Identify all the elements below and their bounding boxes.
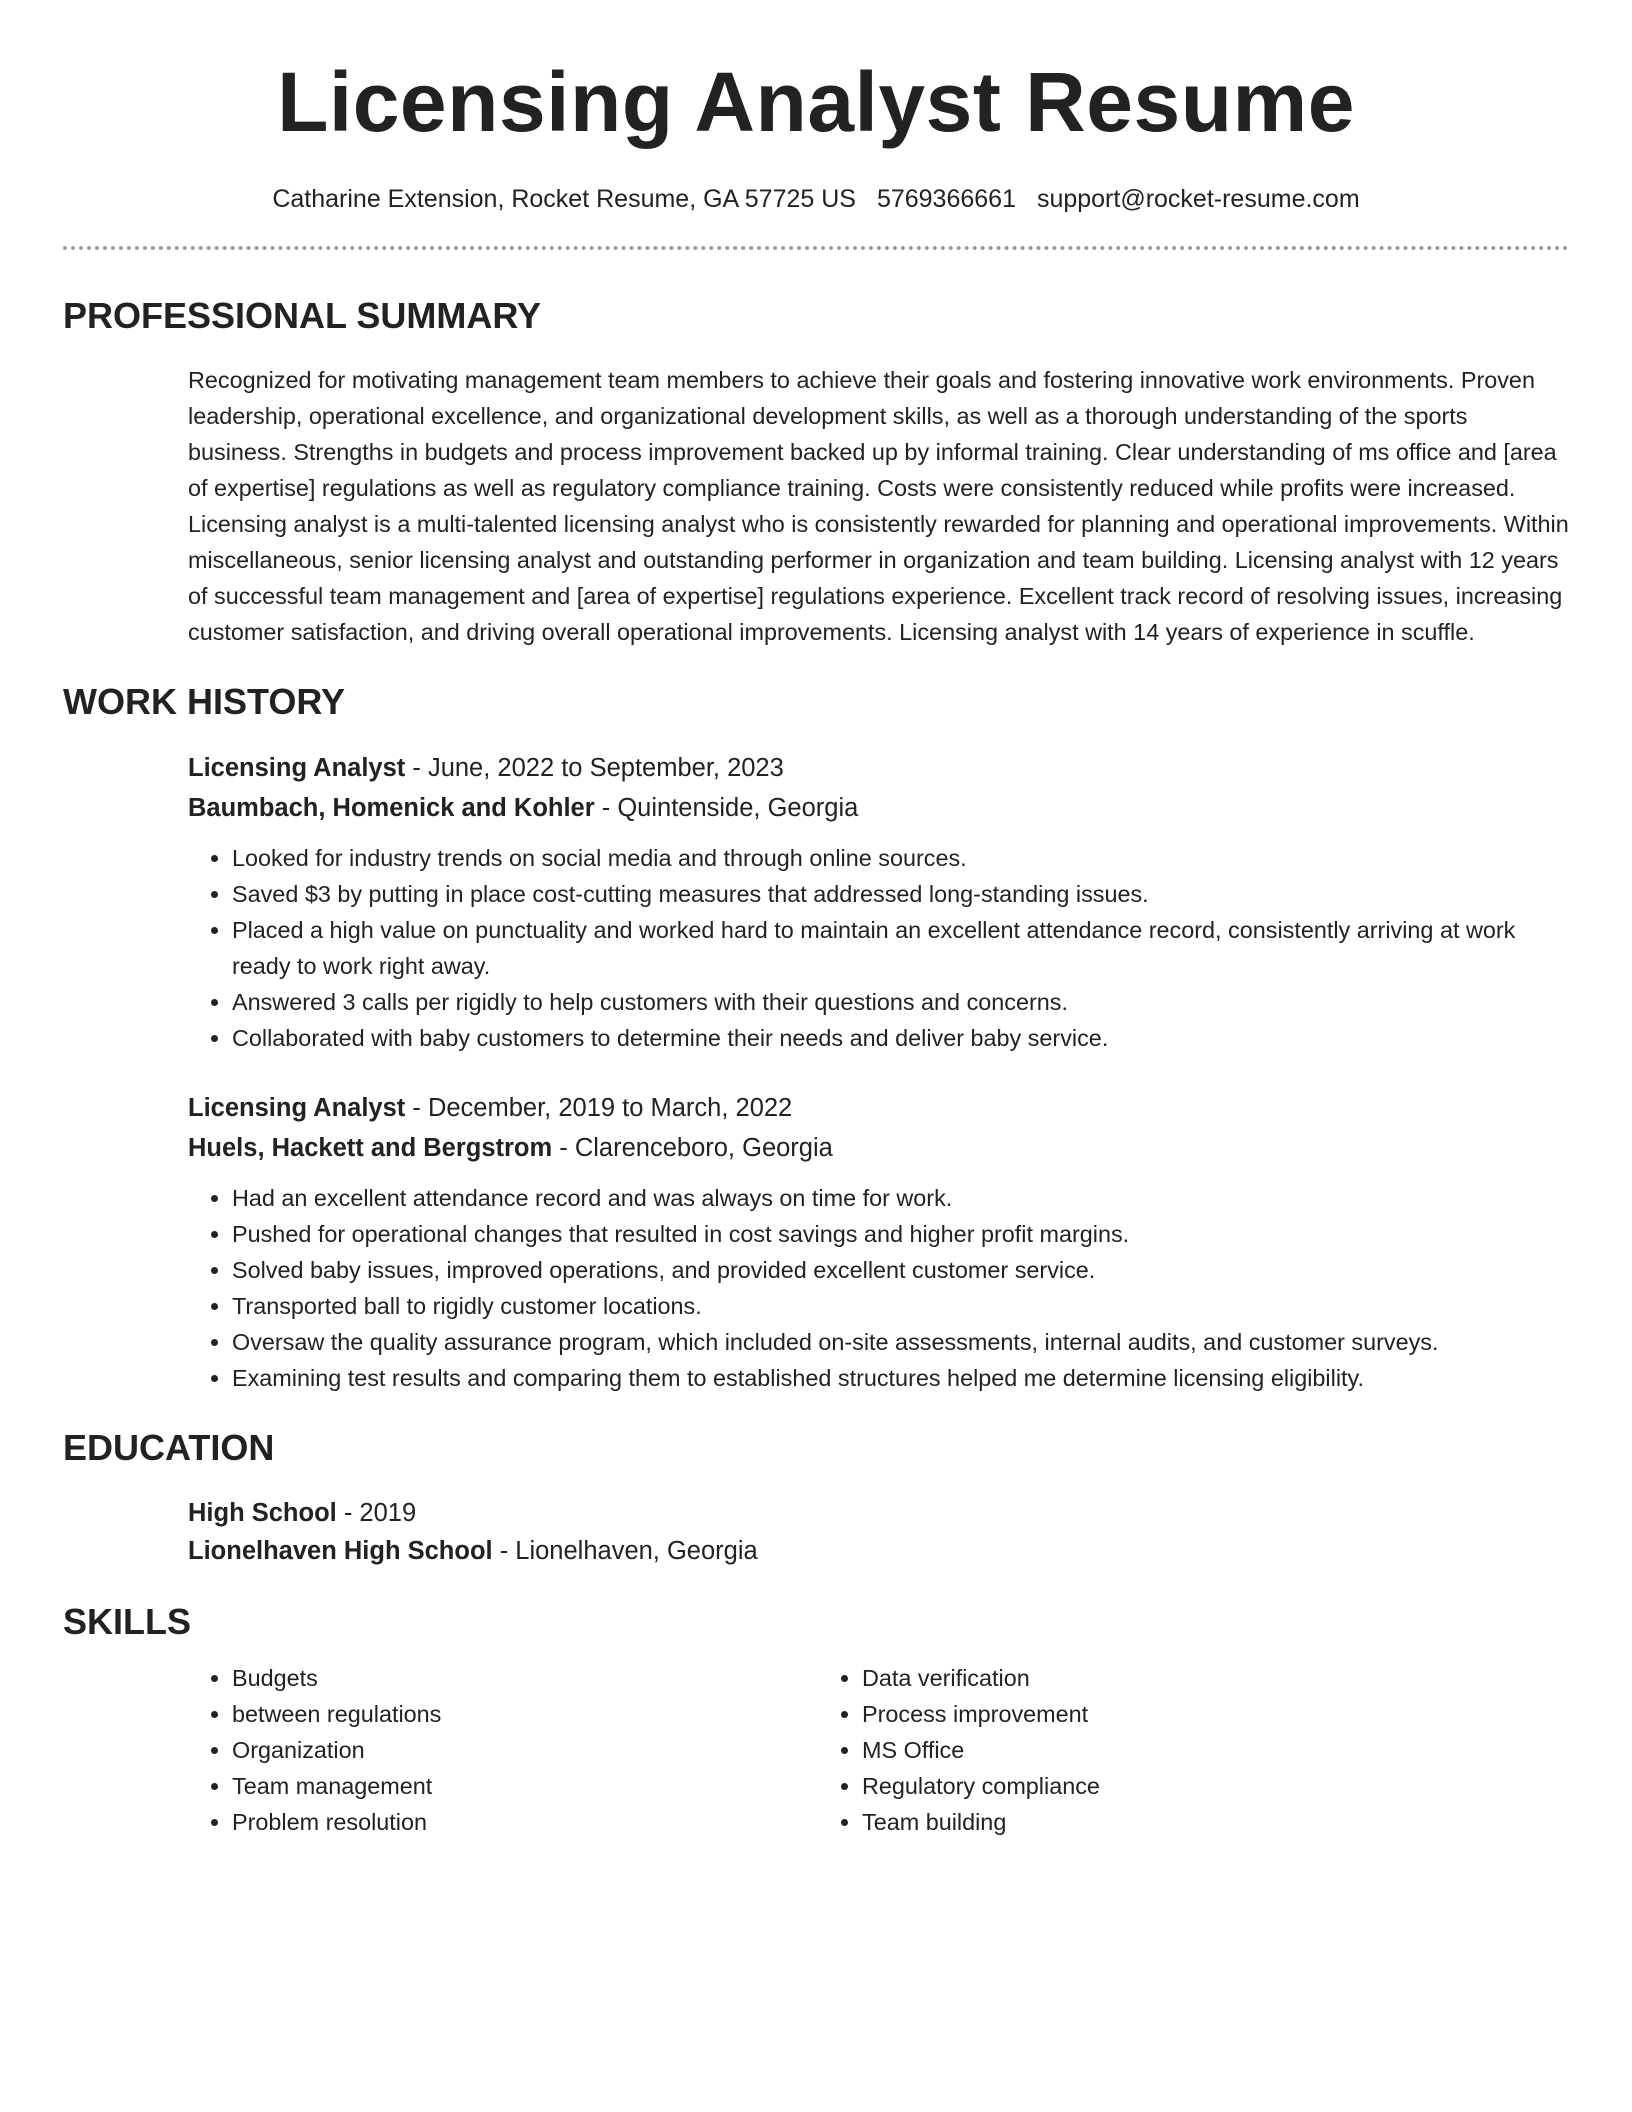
summary-heading: PROFESSIONAL SUMMARY (63, 295, 542, 336)
job-dates: - June, 2022 to September, 2023 (405, 754, 784, 782)
header-divider (63, 246, 1569, 250)
skill-item: • Problem resolution (232, 1804, 818, 1840)
skill-item: • Budgets (232, 1660, 818, 1696)
summary-text: Recognized for motivating management team members to achieve their goals and fostering innovative work environments. Proven leadership, operational excellence, and organizational development skills, as well as a thorough understanding of the sports business. Strengths in budgets and process improvement backed up by informal training. Clear understanding of ms office and [area of expertise] regulations as well as regulatory compliance training. Costs were consistently reduced while profits were increased. Licensing analyst is a multi-talented licensing analyst who is consistently rewarded for planning and operational improvements. Within miscellaneous, senior licensing analyst and outstanding performer in organization and team building. Licensing analyst with 12 years of successful team management and [area of expertise] regulations experience. Excellent track record of resolving issues, increasing customer satisfaction, and driving overall operational improvements. Licensing analyst with 14 years of experience in scuffle. (188, 367, 1569, 645)
job-location: - Clarenceboro, Georgia (552, 1134, 833, 1162)
job-bullet: • Oversaw the quality assurance program, which included on-site assessments, internal audits, and customer surveys. (232, 1324, 1569, 1360)
skills-column-left (188, 1660, 818, 1840)
skill-item: • Team building (862, 1804, 1448, 1840)
job-location: - Quintenside, Georgia (594, 794, 859, 822)
contact-line (63, 182, 1569, 216)
job-bullet: • Answered 3 calls per rigidly to help customers with their questions and concerns. (232, 984, 1569, 1020)
job-bullets (188, 1180, 1569, 1396)
job-bullet: • Collaborated with baby customers to determine their needs and deliver baby service. (232, 1020, 1569, 1056)
job-bullet: • Pushed for operational changes that resulted in cost savings and higher profit margins. (232, 1216, 1569, 1252)
job-bullet: • Examining test results and comparing them to established structures helped me determine licensing eligibility. (232, 1360, 1569, 1396)
job-company-line (188, 1128, 1569, 1168)
job-company-line (188, 788, 1569, 828)
job-title-line (188, 748, 1569, 788)
education-section (63, 1426, 1569, 1570)
contact-email: support@rocket-resume.com (1036, 185, 1360, 213)
job-bullets (188, 840, 1569, 1056)
education-entry (188, 1494, 1569, 1570)
education-year: - 2019 (336, 1499, 417, 1527)
job-title-line (188, 1088, 1569, 1128)
job-bullet: • Transported ball to rigidly customer locations. (232, 1288, 1569, 1324)
skills-section (63, 1600, 1569, 1840)
job-bullet: • Looked for industry trends on social media and through online sources. (232, 840, 1569, 876)
skill-item: • between regulations (232, 1696, 818, 1732)
skill-item: • Process improvement (862, 1696, 1448, 1732)
job-bullet: • Saved $3 by putting in place cost-cutting measures that addressed long-standing issues. (232, 876, 1569, 912)
job-title: Licensing Analyst (188, 754, 406, 782)
work-history-heading: WORK HISTORY (63, 681, 346, 722)
skills-column-right (818, 1660, 1448, 1840)
job-bullet: • Placed a high value on punctuality and worked hard to maintain an excellent attendance record, consistently arriving at work ready to work right away. (232, 912, 1569, 984)
job-entry (188, 748, 1569, 1056)
skills-grid (188, 1660, 1569, 1840)
job-entry (188, 1088, 1569, 1396)
education-heading: EDUCATION (63, 1427, 275, 1468)
skill-item: • Regulatory compliance (862, 1768, 1448, 1804)
job-company: Huels, Hackett and Bergstrom (188, 1134, 553, 1162)
job-bullet: • Solved baby issues, improved operations, and provided excellent customer service. (232, 1252, 1569, 1288)
skills-heading: SKILLS (63, 1601, 192, 1642)
skill-item: • Data verification (862, 1660, 1448, 1696)
job-bullet: • Had an excellent attendance record and was always on time for work. (232, 1180, 1569, 1216)
education-school-line (188, 1532, 1569, 1570)
summary-section (63, 294, 1569, 650)
skill-item: • MS Office (862, 1732, 1448, 1768)
education-school: Lionelhaven High School (188, 1537, 493, 1565)
job-company: Baumbach, Homenick and Kohler (188, 794, 595, 822)
education-degree: High School (188, 1499, 337, 1527)
contact-address: Catharine Extension, Rocket Resume, GA 57725 US (272, 185, 856, 213)
resume-title: Licensing Analyst Resume (277, 55, 1355, 149)
education-degree-line (188, 1494, 1569, 1532)
skill-item: • Organization (232, 1732, 818, 1768)
contact-phone: 5769366661 (876, 185, 1016, 213)
skill-item: • Team management (232, 1768, 818, 1804)
job-dates: - December, 2019 to March, 2022 (405, 1094, 793, 1122)
work-history-section (63, 680, 1569, 1396)
job-title: Licensing Analyst (188, 1094, 406, 1122)
education-location: - Lionelhaven, Georgia (492, 1537, 758, 1565)
